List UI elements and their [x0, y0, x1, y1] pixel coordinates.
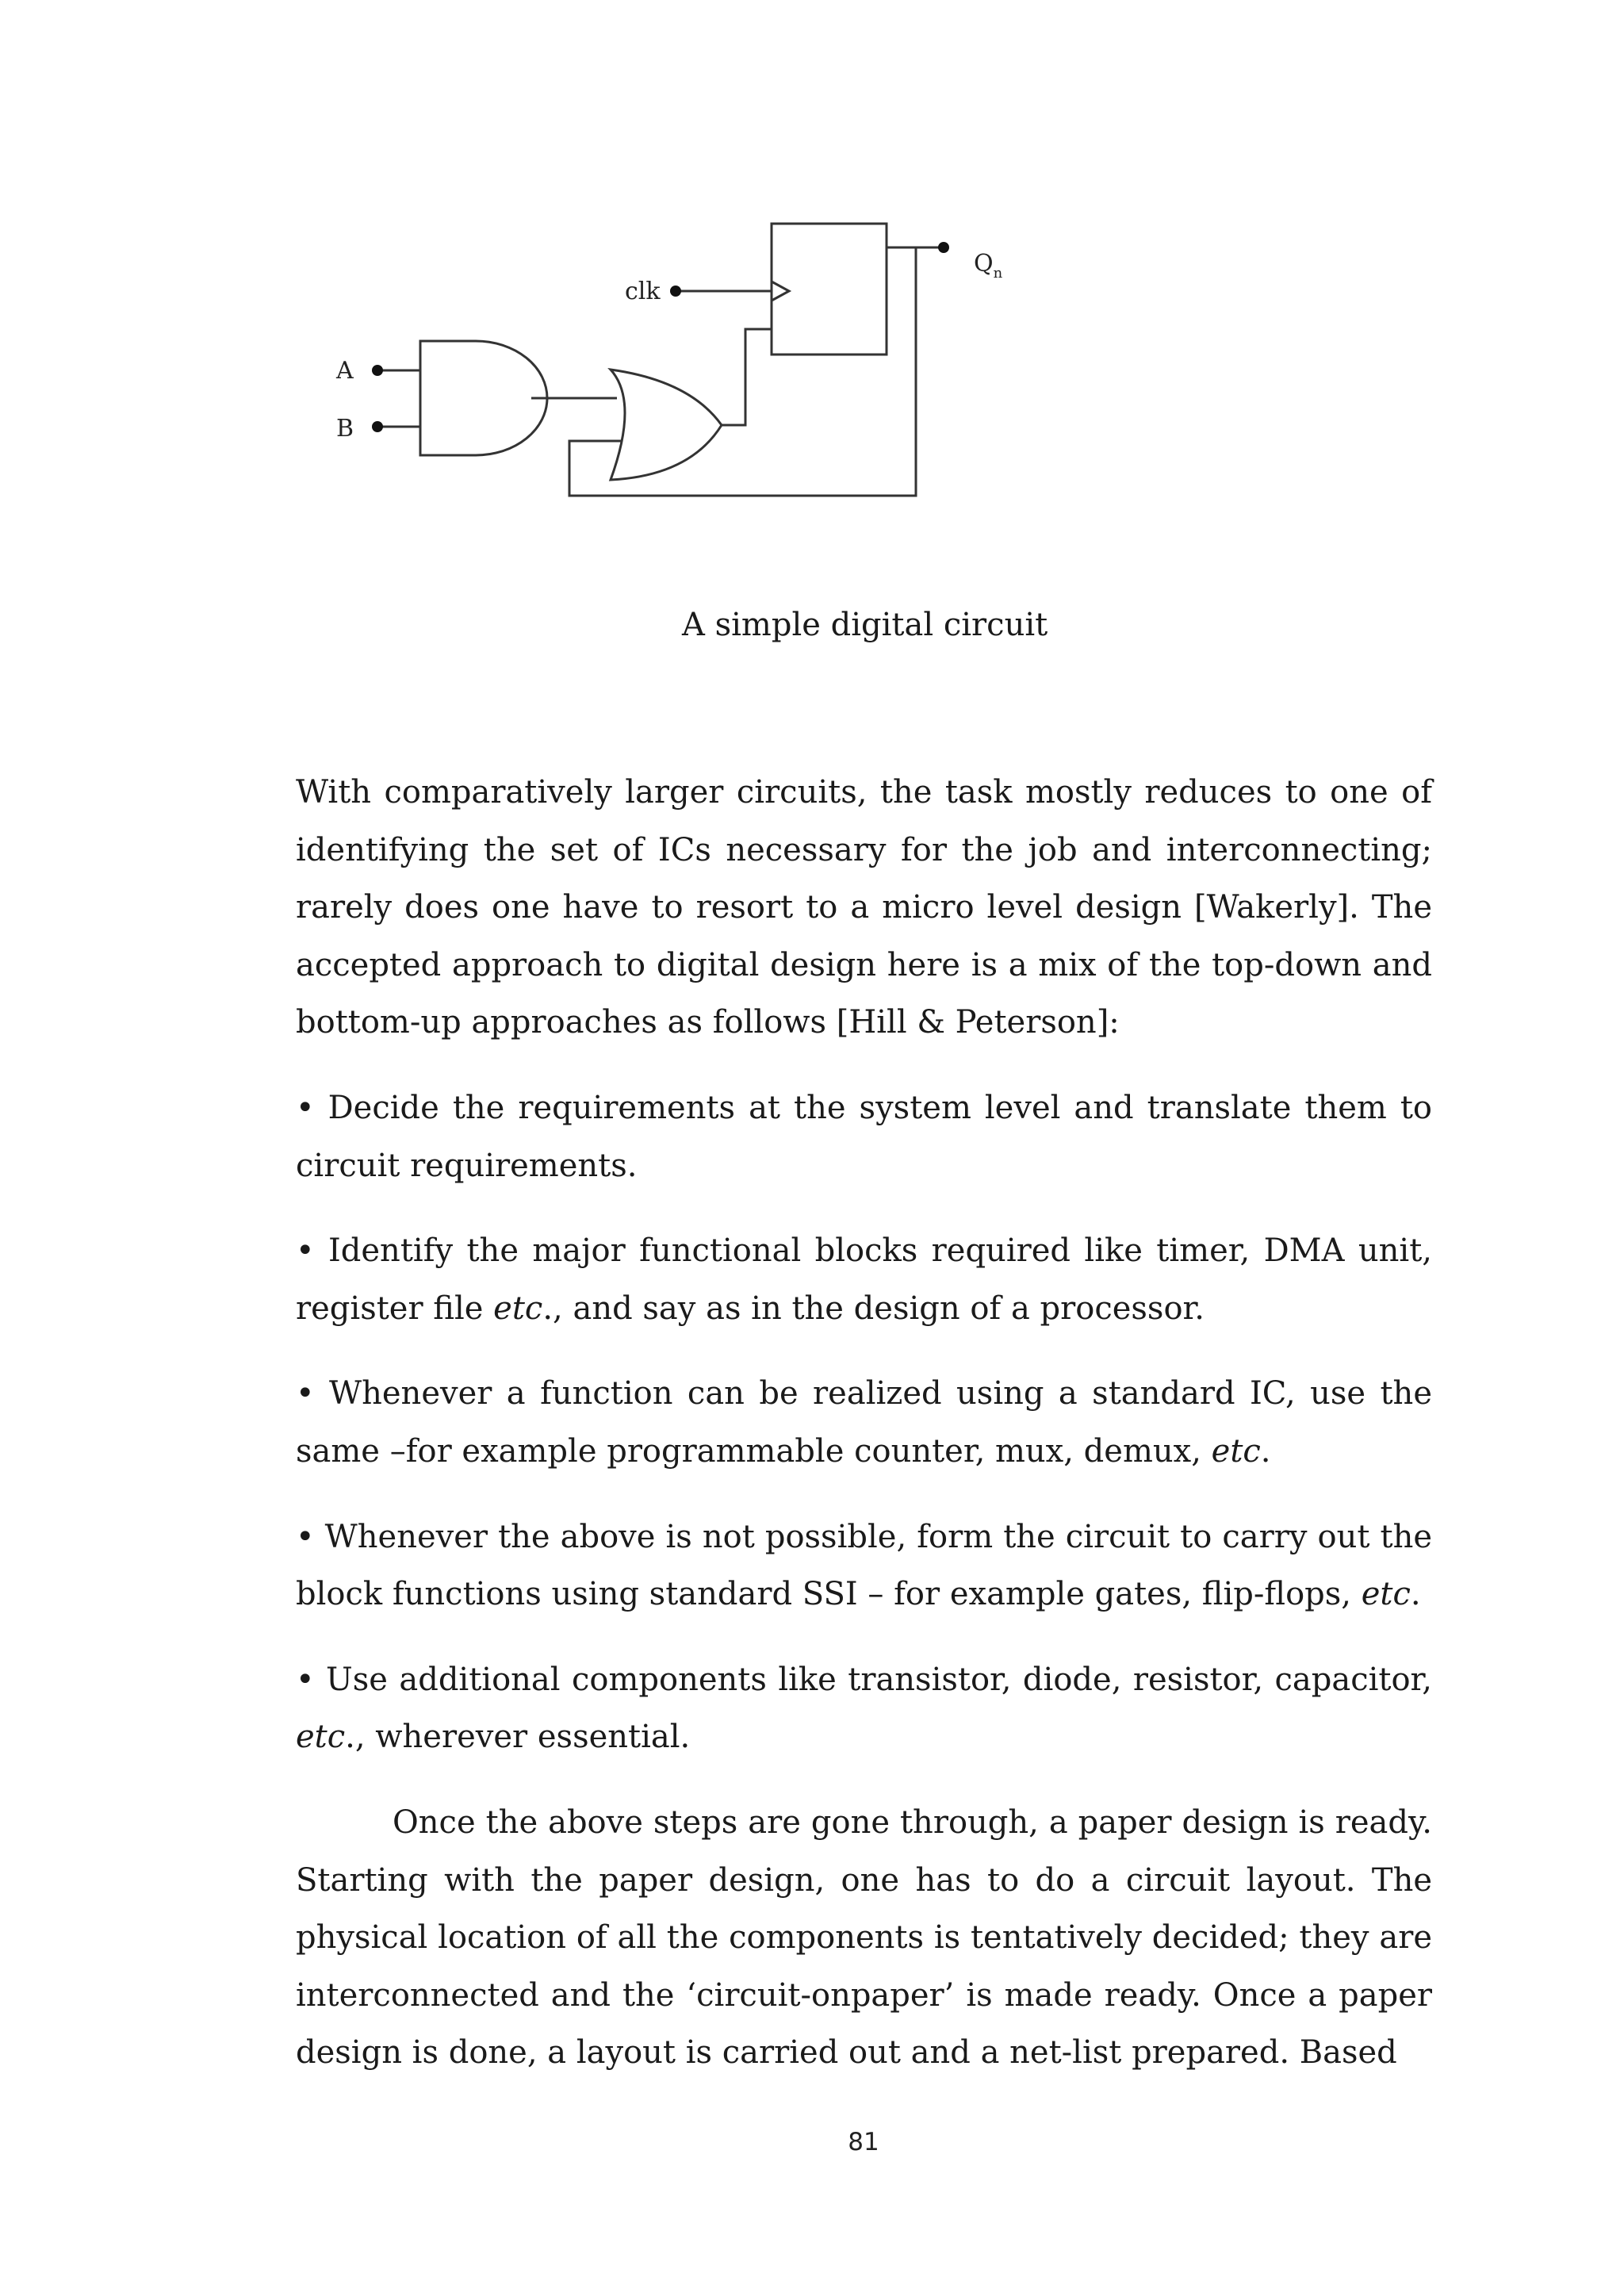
terminal-a — [372, 365, 383, 376]
label-q-sub: n — [993, 265, 1003, 282]
bullet-text-italic: etc — [296, 1719, 346, 1756]
circuit-diagram — [317, 214, 1031, 516]
bullet-item-standard-ic — [296, 1365, 1432, 1480]
label-b: B — [336, 415, 354, 443]
bullet-text: ., wherever essential. — [345, 1719, 691, 1756]
body-text — [296, 764, 1432, 2082]
bullet-text: • Whenever the above is not possible, form the circuit to carry out the block functions using standard SSI – for example gates, flip-flops, — [296, 1518, 1432, 1613]
wire-or-ff — [720, 329, 772, 425]
label-a: A — [336, 357, 354, 385]
or-gate — [611, 370, 722, 480]
label-q-main: Q — [974, 250, 994, 278]
bullet-text-italic: etc — [493, 1290, 543, 1327]
bullet-item-ssi — [296, 1508, 1432, 1623]
and-gate — [420, 341, 547, 455]
bullet-item-functional-blocks — [296, 1222, 1432, 1337]
bullet-text: • Use additional components like transistor, diode, resistor, capacitor, — [296, 1661, 1432, 1698]
page-number: 81 — [848, 2128, 879, 2156]
bullet-text: . — [1260, 1432, 1271, 1470]
terminal-b — [372, 421, 383, 432]
bullet-text-italic: etc — [1361, 1576, 1411, 1613]
paragraph-closing: Once the above steps are gone through, a paper design is ready. Starting with the paper design, one has to do a circuit layout. The physical location of all the components is tentatively decided; they are interconnected and the ‘circuit-onpaper’ is made ready. Once a paper design is done, a layout is carried out and a net-list prepared. Based — [296, 1803, 1432, 2072]
bullet-text-italic: etc — [1211, 1432, 1261, 1470]
terminal-clk — [670, 286, 681, 297]
bullet-item-requirements: • Decide the requirements at the system level and translate them to circuit requirements. — [296, 1089, 1432, 1184]
clock-marker — [772, 282, 789, 301]
figure-caption: A simple digital circuit — [682, 607, 1048, 643]
bullet-text: • Identify the major functional blocks required like timer, DMA unit, register file — [296, 1232, 1432, 1327]
label-q — [974, 250, 1003, 282]
paragraph-intro: With comparatively larger circuits, the task mostly reduces to one of identifying the set of ICs necessary for the job and interconnecting; rarely does one have to resort to a micro level design [Wakerly]. The accepted approach to digital design here is a mix of the top-down and bottom-up approaches as follows [Hill & Peterson]: — [296, 774, 1432, 1041]
bullet-text: ., and say as in the design of a processor. — [542, 1290, 1205, 1327]
bullet-item-additional-components — [296, 1651, 1432, 1766]
terminal-q — [938, 242, 949, 253]
label-clk: clk — [625, 278, 661, 305]
flip-flop — [772, 224, 887, 355]
bullet-text: . — [1410, 1576, 1421, 1613]
bullet-text: • Whenever a function can be realized using a standard IC, use the same –for example programmable counter, mux, demux, — [296, 1375, 1432, 1470]
